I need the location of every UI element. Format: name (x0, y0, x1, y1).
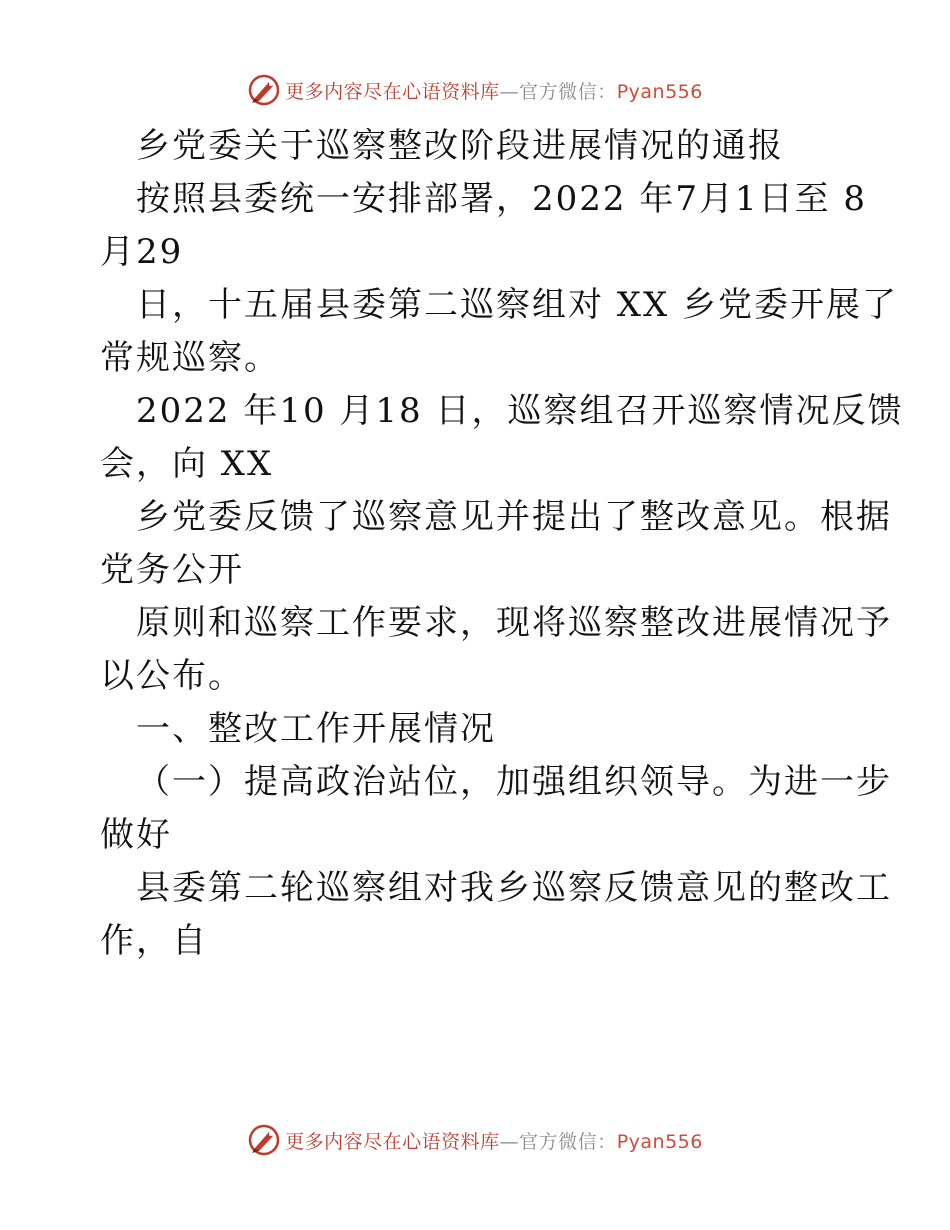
paragraph-line: 作，自 (100, 921, 208, 961)
pen-logo-icon (247, 73, 281, 107)
paragraph-line: 月29 (100, 232, 184, 272)
document-body (100, 120, 904, 968)
paragraph-line: 会，向 XX (100, 444, 274, 484)
document-title: 乡党委关于巡察整改阶段进展情况的通报 (136, 126, 784, 166)
paragraph-line: 2022 年10 月18 日，巡察组召开巡察情况反馈 (136, 391, 904, 431)
paragraph-line: 以公布。 (100, 656, 244, 696)
paragraph-line: 乡党委反馈了巡察意见并提出了整改意见。根据 (136, 497, 892, 537)
paragraph-line: 按照县委统一安排部署，2022 年7月1日至 8 (136, 179, 868, 219)
watermark-text: 更多内容尽在心语资料库—官方微信：Pyan556 (285, 1130, 703, 1153)
paragraph-line: 县委第二轮巡察组对我乡巡察反馈意见的整改工 (136, 868, 892, 908)
watermark-text: 更多内容尽在心语资料库—官方微信：Pyan556 (285, 80, 703, 103)
footer-watermark (0, 1120, 950, 1160)
pen-logo-icon (247, 1123, 281, 1157)
paragraph-line: 做好 (100, 815, 172, 855)
paragraph-line: （一）提高政治站位，加强组织领导。为进一步 (136, 762, 892, 802)
paragraph-line: 常规巡察。 (100, 338, 280, 378)
section-heading: 一、整改工作开展情况 (136, 709, 496, 749)
header-watermark (0, 70, 950, 110)
paragraph-line: 日，十五届县委第二巡察组对 XX 乡党委开展了 (136, 285, 899, 325)
paragraph-line: 原则和巡察工作要求，现将巡察整改进展情况予 (136, 603, 892, 643)
paragraph-line: 党务公开 (100, 550, 244, 590)
